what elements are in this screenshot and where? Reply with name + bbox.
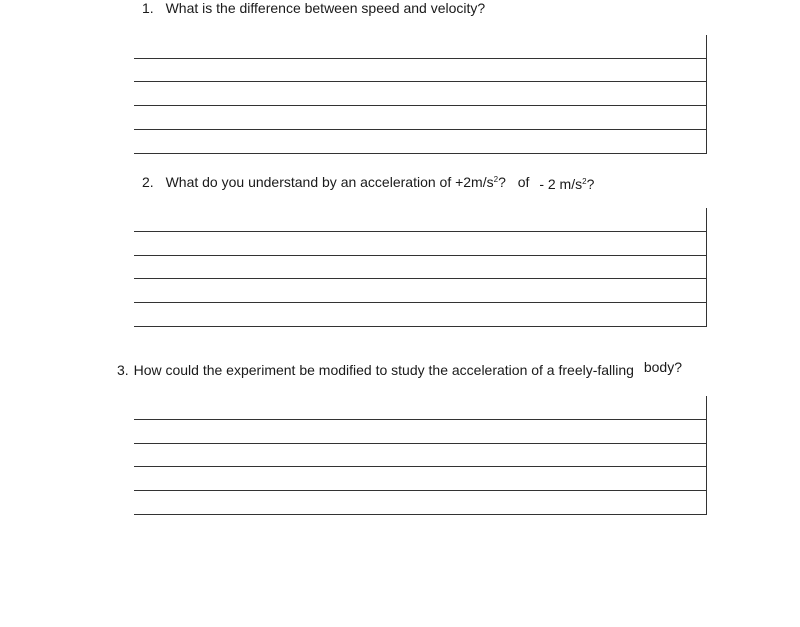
question-3-text: How could the experiment be modified to study the acceleration of a freely-falling [133,362,634,378]
question-3-number: 3. [117,362,129,378]
answer-line [134,443,707,444]
answer-line [134,231,707,232]
question-2 [142,172,594,190]
answer-line [134,58,707,59]
question-2-text-part-e: ? [586,176,595,192]
answer-line [134,81,707,82]
answer-box-2[interactable] [134,208,707,327]
answer-box-3-border [706,396,707,515]
answer-box-3[interactable] [134,396,707,515]
question-1-number: 1. [142,0,154,16]
question-2-text-part-b: ? [498,174,506,190]
question-2-negative-accel [539,176,594,192]
answer-line [134,514,707,515]
question-1 [142,0,485,16]
exponent-b: 2 [582,177,587,186]
answer-box-1-border [706,35,707,154]
question-2-text [166,174,506,190]
question-2-text-part-a: What do you understand by an acceleration of +2m/s [165,174,494,190]
answer-box-1[interactable] [134,35,707,154]
answer-line [134,153,707,154]
answer-line [134,129,707,130]
answer-line [134,255,707,256]
answer-line [134,302,707,303]
answer-line [134,419,707,420]
question-1-text: What is the difference between speed and velocity? [165,0,486,16]
question-2-text-part-d: - 2 m/s [539,176,583,192]
question-2-text-of: of [517,174,530,190]
question-3-text-end: body? [643,359,683,375]
answer-line [134,490,707,491]
answer-box-2-border [706,208,707,327]
exponent-a: 2 [493,175,499,184]
answer-line [134,278,707,279]
answer-line [134,326,707,327]
answer-line [134,466,707,467]
question-3 [117,359,683,378]
question-2-number: 2. [142,174,154,190]
answer-line [134,105,707,106]
